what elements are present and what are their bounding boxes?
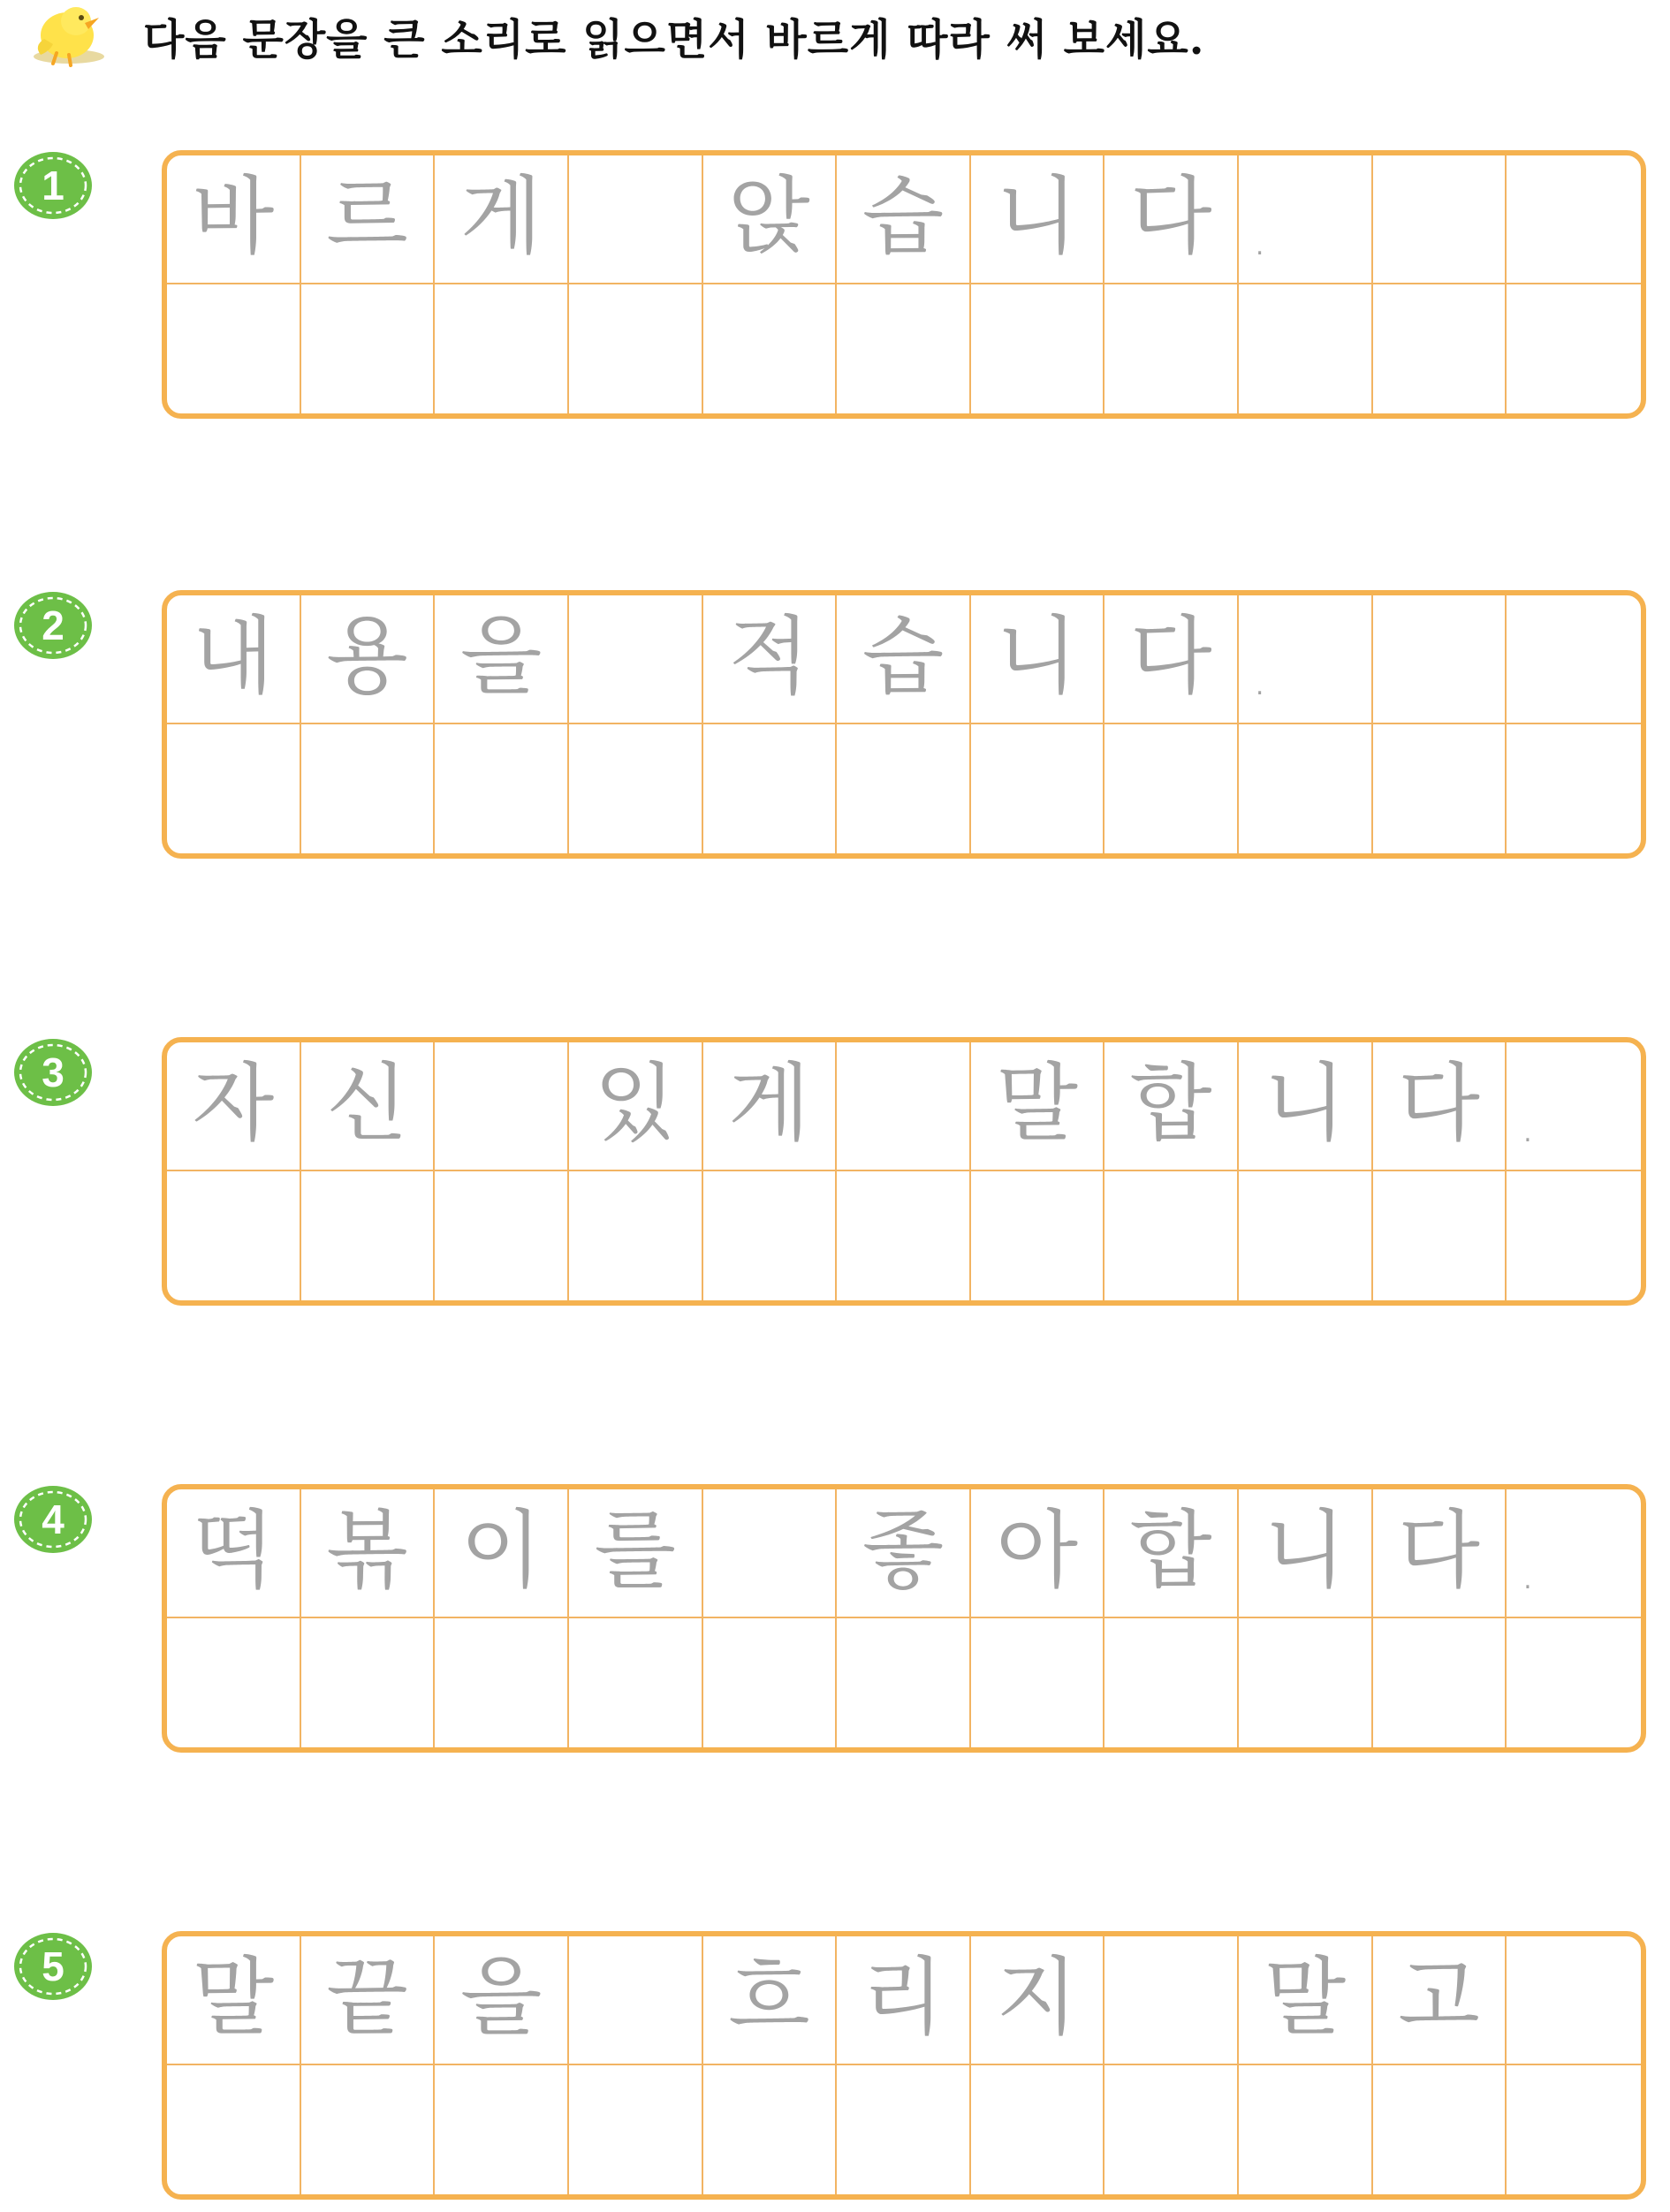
- writing-cell[interactable]: [703, 1171, 838, 1300]
- trace-cell: 이: [435, 1489, 569, 1618]
- trace-cell: 을: [435, 595, 569, 724]
- trace-cell: 용: [301, 595, 436, 724]
- writing-cell[interactable]: [703, 2065, 838, 2194]
- trace-cell: 다: [1373, 1042, 1507, 1171]
- writing-grid: [162, 1931, 1646, 2200]
- writing-cell[interactable]: [971, 1171, 1105, 1300]
- trace-cell: 을: [435, 1936, 569, 2065]
- writing-cell[interactable]: [167, 724, 301, 853]
- trace-cell: [837, 1042, 971, 1171]
- trace-cell: 볶: [301, 1489, 436, 1618]
- trace-cell: 습: [837, 595, 971, 724]
- trace-cell: 말: [1239, 1936, 1373, 2065]
- number-badge-icon: [12, 590, 95, 663]
- writing-cell[interactable]: [167, 284, 301, 413]
- writing-cell[interactable]: [1507, 724, 1641, 853]
- writing-cell[interactable]: [1104, 1171, 1239, 1300]
- trace-cell: 니: [1239, 1489, 1373, 1618]
- trace-cell: 흐: [703, 1936, 838, 2065]
- number-badge-icon: [12, 1484, 95, 1557]
- trace-cell: .: [1507, 1042, 1641, 1171]
- writing-cell[interactable]: [837, 2065, 971, 2194]
- trace-cell: 아: [971, 1489, 1105, 1618]
- writing-cell[interactable]: [703, 724, 838, 853]
- writing-cell[interactable]: [1507, 2065, 1641, 2194]
- writing-cell[interactable]: [1507, 1171, 1641, 1300]
- trace-cell: [703, 1489, 838, 1618]
- trace-cell: 자: [167, 1042, 301, 1171]
- trace-cell: [569, 595, 703, 724]
- writing-cell[interactable]: [1104, 1618, 1239, 1747]
- writing-grid: [162, 1037, 1646, 1306]
- trace-cell: 떡: [167, 1489, 301, 1618]
- trace-cell: 합: [1104, 1489, 1239, 1618]
- trace-cell: .: [1239, 155, 1373, 284]
- writing-grid: [162, 590, 1646, 859]
- writing-cell[interactable]: [1239, 284, 1373, 413]
- writing-cell[interactable]: [1373, 284, 1507, 413]
- writing-cell[interactable]: [971, 2065, 1105, 2194]
- trace-cell: 니: [971, 155, 1105, 284]
- writing-cell[interactable]: [301, 724, 436, 853]
- writing-cell[interactable]: [435, 2065, 569, 2194]
- writing-cell[interactable]: [301, 284, 436, 413]
- trace-cell: 앉: [703, 155, 838, 284]
- trace-cell: [1507, 155, 1641, 284]
- trace-cell: [1373, 595, 1507, 724]
- trace-cell: [569, 155, 703, 284]
- writing-cell[interactable]: [1239, 1618, 1373, 1747]
- number-badge-icon: [12, 1037, 95, 1110]
- trace-cell: 바: [167, 155, 301, 284]
- writing-cell[interactable]: [569, 2065, 703, 2194]
- writing-cell[interactable]: [703, 1618, 838, 1747]
- writing-cell[interactable]: [971, 1618, 1105, 1747]
- trace-cell: 고: [1373, 1936, 1507, 2065]
- trace-cell: 니: [1239, 1042, 1373, 1171]
- writing-cell[interactable]: [1373, 1171, 1507, 1300]
- writing-cell[interactable]: [1239, 724, 1373, 853]
- instruction-text: 다음 문장을 큰 소리로 읽으면서 바르게 따라 써 보세요.: [143, 14, 1205, 64]
- trace-cell: 끝: [301, 1936, 436, 2065]
- writing-cell[interactable]: [1104, 724, 1239, 853]
- number-badge-label: 1: [42, 163, 65, 208]
- number-badge-label: 3: [42, 1049, 65, 1095]
- trace-cell: 를: [569, 1489, 703, 1618]
- trace-cell: [1373, 155, 1507, 284]
- writing-cell[interactable]: [703, 284, 838, 413]
- number-badge-label: 5: [42, 1943, 65, 1989]
- writing-grid: [162, 1484, 1646, 1753]
- writing-cell[interactable]: [1507, 284, 1641, 413]
- writing-cell[interactable]: [837, 1618, 971, 1747]
- trace-cell: 말: [971, 1042, 1105, 1171]
- writing-cell[interactable]: [569, 724, 703, 853]
- number-badge-icon: [12, 150, 95, 223]
- writing-cell[interactable]: [167, 1618, 301, 1747]
- exercise-item: [0, 1037, 1670, 1311]
- trace-cell: 습: [837, 155, 971, 284]
- writing-cell[interactable]: [569, 1171, 703, 1300]
- writing-cell[interactable]: [837, 724, 971, 853]
- trace-cell: .: [1507, 1489, 1641, 1618]
- trace-cell: 좋: [837, 1489, 971, 1618]
- trace-cell: [1104, 1936, 1239, 2065]
- trace-cell: 지: [971, 1936, 1105, 2065]
- header: [23, 0, 1205, 71]
- trace-cell: 말: [167, 1936, 301, 2065]
- writing-cell[interactable]: [435, 284, 569, 413]
- exercise-item: [0, 1484, 1670, 1758]
- trace-cell: [1507, 595, 1641, 724]
- writing-cell[interactable]: [435, 1618, 569, 1747]
- chick-icon: [23, 0, 113, 71]
- trace-cell: 니: [971, 595, 1105, 724]
- trace-cell: 다: [1104, 595, 1239, 724]
- exercise-item: [0, 1931, 1670, 2205]
- writing-cell[interactable]: [1373, 724, 1507, 853]
- writing-cell[interactable]: [1104, 2065, 1239, 2194]
- writing-cell[interactable]: [1373, 1618, 1507, 1747]
- trace-cell: 다: [1373, 1489, 1507, 1618]
- trace-cell: 신: [301, 1042, 436, 1171]
- trace-cell: 다: [1104, 155, 1239, 284]
- trace-cell: [569, 1936, 703, 2065]
- writing-cell[interactable]: [1239, 2065, 1373, 2194]
- writing-grid: [162, 150, 1646, 419]
- exercise-item: [0, 590, 1670, 864]
- writing-cell[interactable]: [837, 1171, 971, 1300]
- writing-cell[interactable]: [301, 1618, 436, 1747]
- writing-cell[interactable]: [1104, 284, 1239, 413]
- trace-cell: 르: [301, 155, 436, 284]
- writing-cell[interactable]: [167, 2065, 301, 2194]
- number-badge-icon: [12, 1931, 95, 2004]
- trace-cell: 있: [569, 1042, 703, 1171]
- trace-cell: 게: [703, 1042, 838, 1171]
- number-badge-label: 2: [42, 602, 65, 648]
- trace-cell: [435, 1042, 569, 1171]
- writing-cell[interactable]: [1239, 1171, 1373, 1300]
- writing-cell[interactable]: [301, 2065, 436, 2194]
- exercise-item: [0, 150, 1670, 424]
- writing-cell[interactable]: [167, 1171, 301, 1300]
- writing-cell[interactable]: [301, 1171, 436, 1300]
- writing-cell[interactable]: [971, 284, 1105, 413]
- writing-cell[interactable]: [971, 724, 1105, 853]
- writing-cell[interactable]: [435, 1171, 569, 1300]
- trace-cell: .: [1239, 595, 1373, 724]
- writing-cell[interactable]: [1373, 2065, 1507, 2194]
- trace-cell: [1507, 1936, 1641, 2065]
- trace-cell: 리: [837, 1936, 971, 2065]
- writing-cell[interactable]: [569, 1618, 703, 1747]
- writing-cell[interactable]: [569, 284, 703, 413]
- trace-cell: 내: [167, 595, 301, 724]
- trace-cell: 적: [703, 595, 838, 724]
- writing-cell[interactable]: [1507, 1618, 1641, 1747]
- number-badge-label: 4: [42, 1496, 65, 1542]
- trace-cell: 합: [1104, 1042, 1239, 1171]
- writing-cell[interactable]: [837, 284, 971, 413]
- trace-cell: 게: [435, 155, 569, 284]
- writing-cell[interactable]: [435, 724, 569, 853]
